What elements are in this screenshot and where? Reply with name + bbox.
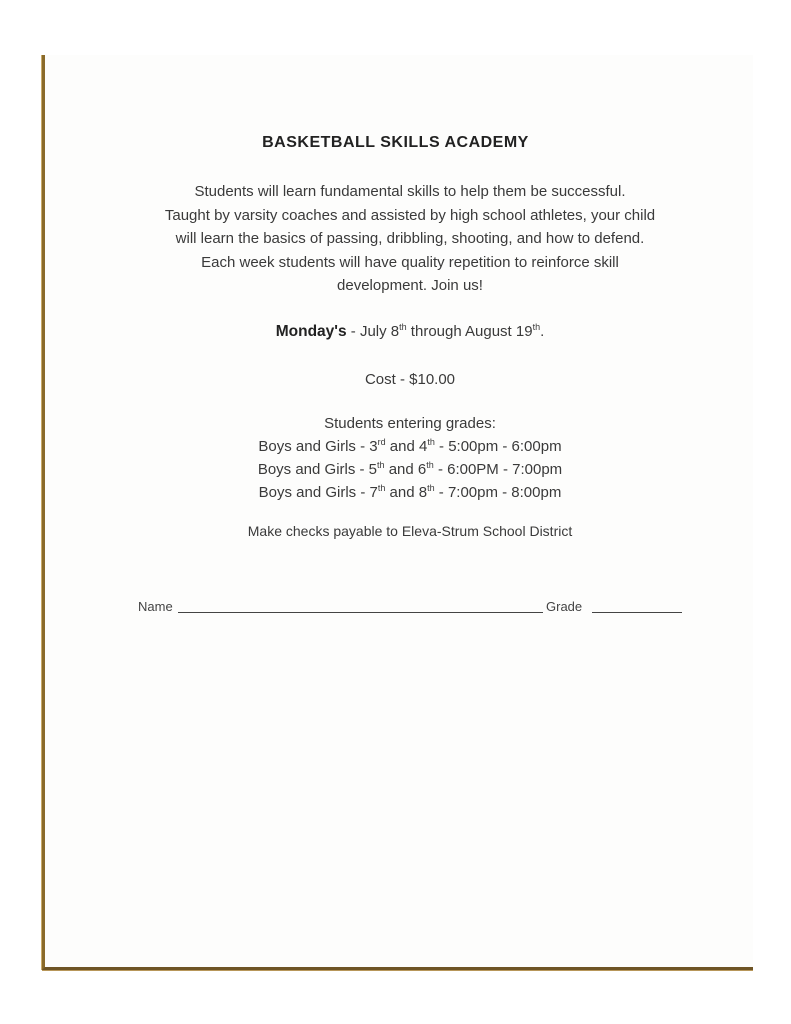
grade-field-line[interactable] — [592, 612, 682, 613]
ordinal-suffix: th — [377, 483, 386, 493]
schedule-dates — [0, 323, 791, 341]
description-line: Taught by varsity coaches and assisted by high school athletes, your child — [164, 206, 656, 224]
ordinal-suffix: th — [427, 483, 435, 493]
grade-row-mid: and 4 — [385, 438, 428, 455]
grade-row-time: - 6:00PM - 7:00pm — [433, 461, 563, 478]
grades-section — [0, 412, 791, 504]
ordinal-suffix: th — [427, 437, 435, 447]
grade-row-mid: and 6 — [384, 461, 427, 478]
grade-row — [0, 435, 791, 458]
grade-row-mid: and 8 — [385, 484, 428, 501]
checks-payable-note: Make checks payable to Eleva-Strum School District — [247, 523, 573, 539]
ordinal-suffix: th — [377, 460, 385, 470]
signup-form — [138, 599, 683, 617]
grade-row — [0, 481, 791, 504]
name-field-line[interactable] — [178, 612, 543, 613]
ordinal-suffix: th — [532, 322, 541, 332]
document-title: BASKETBALL SKILLS ACADEMY — [262, 134, 529, 151]
grade-row-prefix: Boys and Girls - 3 — [258, 438, 378, 455]
schedule-day: Monday's — [275, 323, 347, 340]
description-line: development. Join us! — [337, 277, 483, 294]
grade-row-prefix: Boys and Girls - 5 — [257, 461, 378, 478]
grade-row-prefix: Boys and Girls - 7 — [258, 484, 378, 501]
ordinal-suffix: rd — [377, 437, 386, 447]
name-label: Name — [138, 599, 173, 614]
description-line: Each week students will have quality repetition to reinforce skill — [201, 253, 619, 271]
grade-row-time: - 7:00pm - 8:00pm — [434, 484, 562, 501]
schedule-start: - July 8 — [346, 323, 400, 340]
cost-text: Cost - $10.00 — [364, 371, 456, 388]
grade-row-time: - 5:00pm - 6:00pm — [434, 438, 562, 455]
grade-label: Grade — [546, 599, 583, 614]
description-line: Students will learn fundamental skills to help them be successful. — [194, 183, 626, 200]
grade-row — [0, 458, 791, 481]
description-paragraph — [0, 180, 791, 298]
schedule-through: through August 19 — [406, 323, 533, 340]
schedule-end: . — [540, 323, 545, 340]
description-line: will learn the basics of passing, dribbling, shooting, and how to defend. — [175, 230, 645, 247]
ordinal-suffix: th — [399, 322, 407, 332]
ordinal-suffix: th — [426, 460, 434, 470]
grades-heading: Students entering grades: — [324, 415, 496, 432]
